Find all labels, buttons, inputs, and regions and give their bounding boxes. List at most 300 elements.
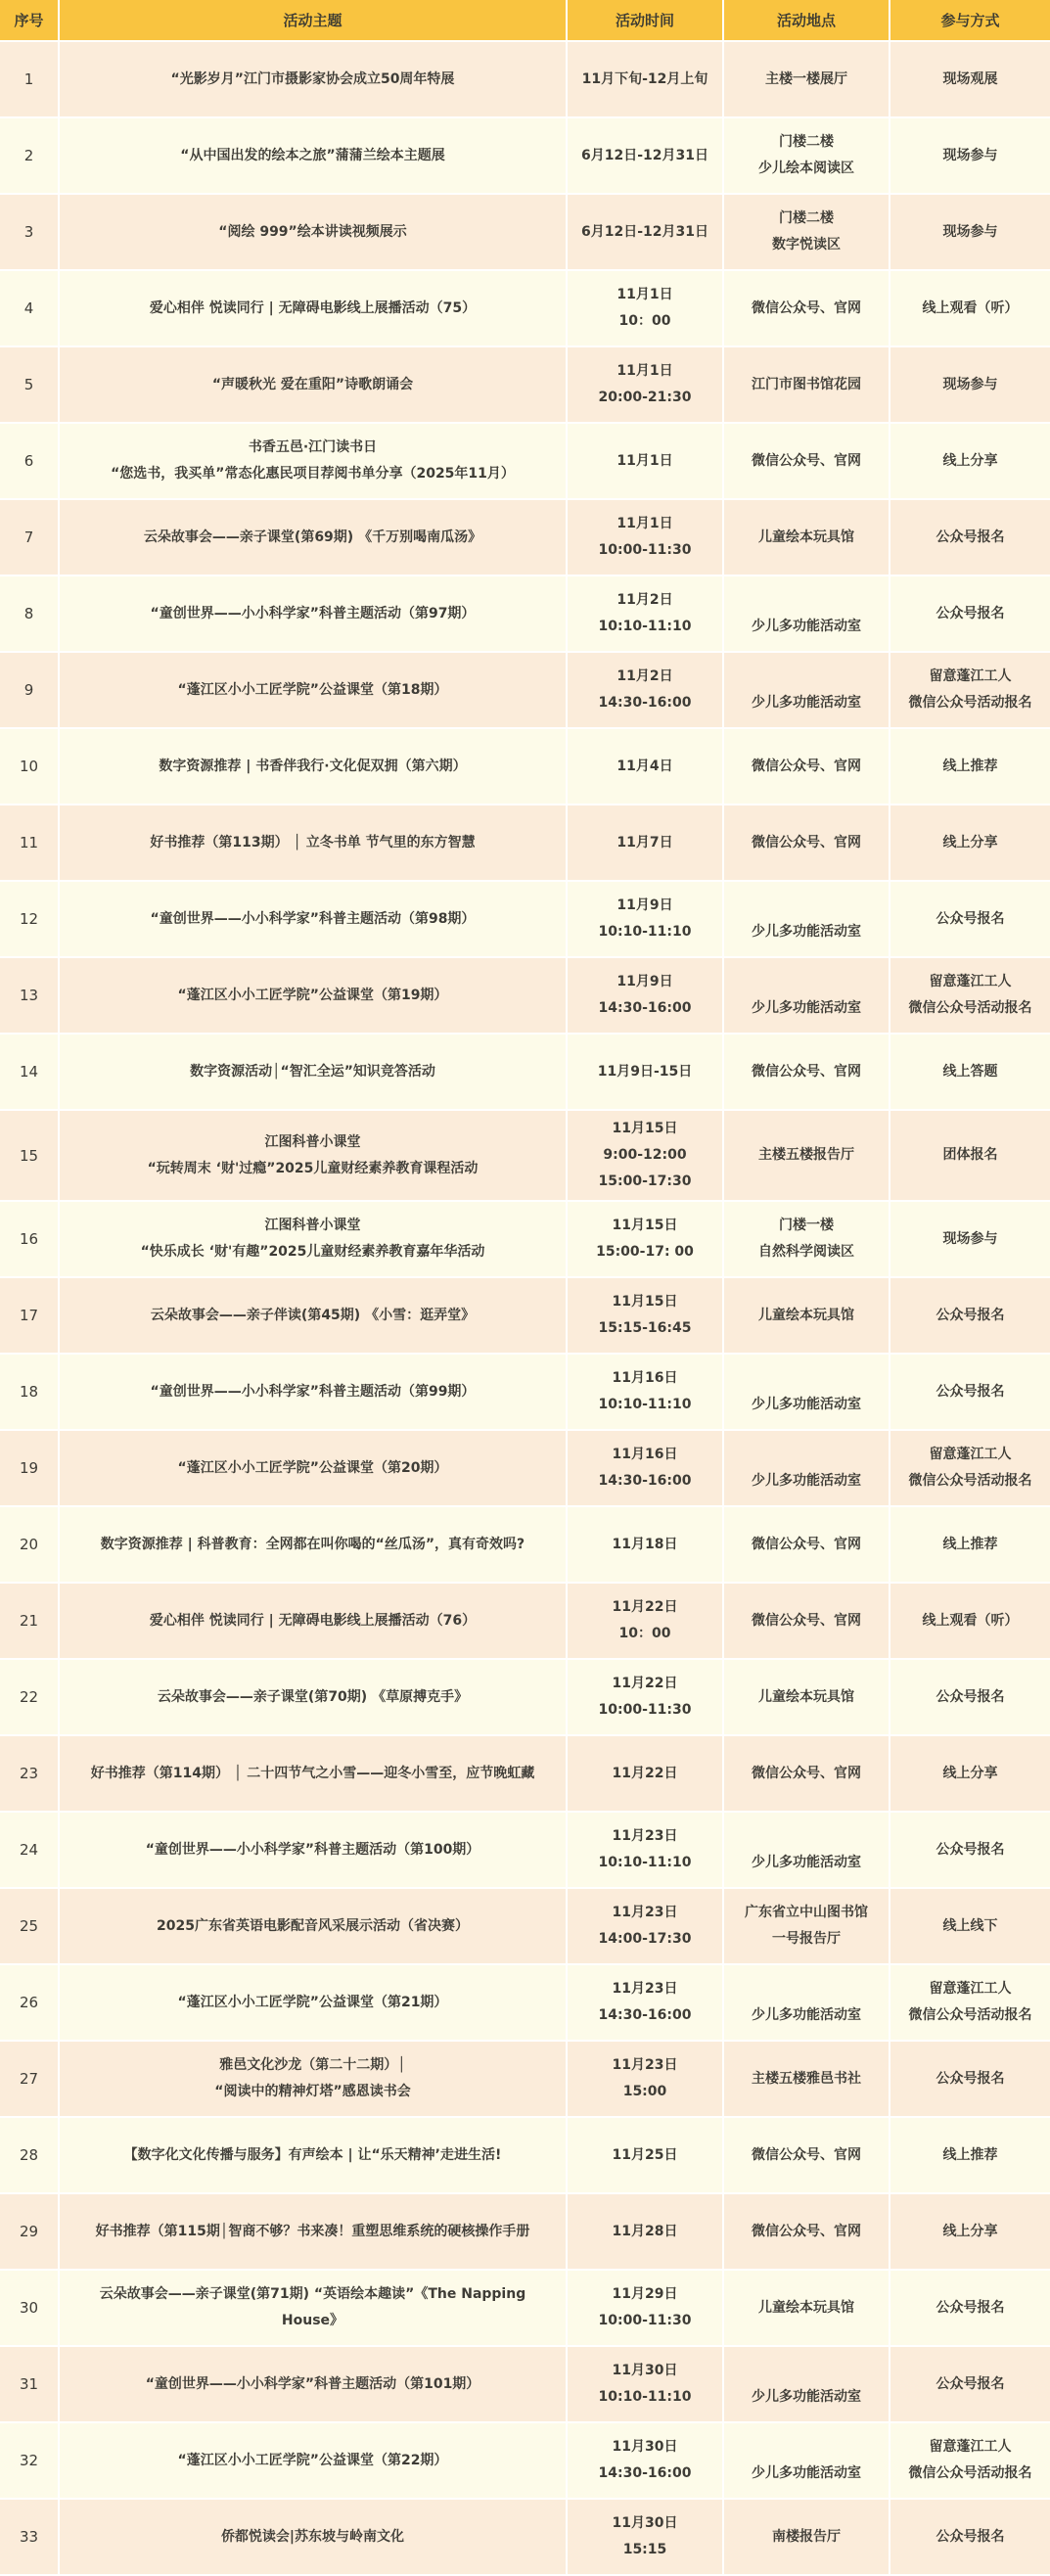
cell-line: “蓬江区小小工匠学院”公益课堂（第19期） [177,987,448,1003]
table-row [0,42,1050,118]
row-number-cell: 12 [0,882,60,958]
header-cell-theme: 活动主题 [60,0,568,42]
time-cell [568,2118,724,2194]
cell-line: 少儿多功能活动室 [752,2389,861,2405]
header-cell-number: 序号 [0,0,60,42]
row-number-cell: 13 [0,958,60,1035]
cell-line: 云朵故事会——亲子课堂(第69期) 《千万别喝南瓜汤》 [143,529,482,545]
cell-line: 微信公众号、官网 [752,1063,861,1080]
cell-line: “快乐成长 ‘财'有趣”2025儿童财经素养教育嘉年华活动 [140,1244,485,1260]
row-number-cell: 28 [0,2118,60,2194]
cell-line: 团体报名 [942,1147,998,1163]
theme-cell [60,1736,568,1813]
cell-line: “童创世界——小小科学家”科普主题活动（第101期） [145,2375,480,2392]
cell-line: 公众号报名 [936,910,1005,927]
cell-line: 6月12日-12月31日 [581,147,708,163]
location-cell [724,1813,890,1889]
time-cell [568,1035,724,1111]
theme-cell [60,1507,568,1584]
time-cell [568,1278,724,1355]
row-number-cell: 19 [0,1431,60,1507]
cell-line: 11月22日 [612,1676,678,1691]
time-cell [568,805,724,882]
cell-line: “童创世界——小小科学家”科普主题活动（第100期） [145,1841,480,1858]
cell-line: 11月9日 [616,974,673,989]
cell-line: 自然科学阅读区 [758,1244,854,1260]
row-number-cell: 32 [0,2423,60,2500]
cell-line [732,1823,881,1850]
time-cell [568,195,724,271]
theme-cell [60,1355,568,1431]
theme-cell [60,576,568,653]
cell-line: 微信公众号、官网 [752,452,861,469]
cell-line: 线上观看（听） [922,1612,1019,1629]
cell-line: 11月1日 [616,287,673,302]
cell-line: 主楼五楼报告厅 [758,1147,854,1163]
cell-line: 公众号报名 [936,529,1005,545]
cell-line: 11月23日 [612,2057,678,2073]
cell-line: 14:30-16:00 [598,2465,692,2481]
theme-cell [60,1813,568,1889]
cell-line: 11月30日 [612,2515,678,2531]
cell-line: 公众号报名 [936,2299,1005,2316]
location-cell [724,1965,890,2042]
cell-line: 微信公众号活动报名 [908,1473,1032,1489]
location-cell [724,1507,890,1584]
cell-line: 【数字化文化传播与服务】有声绘本 | 让“乐天精神’走进生活! [123,2146,502,2163]
cell-line: 线上分享 [942,2223,998,2239]
cell-line: 2025广东省英语电影配音风采展示活动（省决赛） [157,1917,469,1934]
cell-line: 现场观展 [942,70,998,87]
cell-line: 少儿多功能活动室 [752,1855,861,1870]
cell-line: 现场参与 [942,147,998,163]
header-cell-location: 活动地点 [724,0,890,42]
cell-line: 公众号报名 [936,1307,1005,1323]
theme-cell [60,1889,568,1965]
cell-line: 10:00-11:30 [598,2313,692,2328]
cell-line [732,969,881,995]
participation-cell [890,424,1050,500]
table-row [0,195,1050,271]
table-row [0,1278,1050,1355]
participation-cell [890,1584,1050,1660]
cell-line: 20:00-21:30 [598,390,692,405]
cell-line: 11月1日 [616,452,673,469]
cell-line: 好书推荐（第115期│智商不够？书来凑！重塑思维系统的硬核操作手册 [95,2223,530,2239]
theme-cell [60,958,568,1035]
participation-cell [890,118,1050,195]
cell-line: 公众号报名 [936,2070,1005,2087]
participation-cell [890,576,1050,653]
time-cell [568,2194,724,2271]
theme-cell [60,2347,568,2423]
row-number-cell: 2 [0,118,60,195]
cell-line: “童创世界——小小科学家”科普主题活动（第98期） [150,910,476,927]
cell-line [732,1976,881,2002]
location-cell [724,2194,890,2271]
cell-line: 线上推荐 [942,1536,998,1552]
cell-line: 线上分享 [942,834,998,851]
theme-cell [60,1965,568,2042]
location-cell [724,1278,890,1355]
theme-cell [60,2423,568,2500]
theme-cell [60,118,568,195]
cell-line: 11月25日 [612,2146,678,2163]
theme-cell [60,805,568,882]
cell-line: 线上分享 [942,1765,998,1781]
time-cell [568,424,724,500]
participation-cell [890,2347,1050,2423]
table-row [0,1889,1050,1965]
participation-cell [890,1660,1050,1736]
table-row [0,347,1050,424]
cell-line: 10：00 [618,1626,671,1641]
cell-line: “蓬江区小小工匠学院”公益课堂（第21期） [177,1994,448,2010]
cell-line: 15:00-17: 00 [596,1244,694,1260]
row-number-cell: 15 [0,1111,60,1202]
row-number-cell: 4 [0,271,60,347]
row-number-cell: 26 [0,1965,60,2042]
cell-line: 留意蓬江工人 [929,1981,1012,1997]
table-row [0,1355,1050,1431]
cell-line: 微信公众号活动报名 [908,695,1032,711]
cell-line: 微信公众号、官网 [752,1765,861,1781]
location-cell [724,653,890,729]
table-row [0,2042,1050,2118]
cell-line: 微信公众号、官网 [752,1536,861,1552]
row-number-cell: 21 [0,1584,60,1660]
row-number-cell: 8 [0,576,60,653]
cell-line: 线上推荐 [942,758,998,774]
time-cell [568,1889,724,1965]
participation-cell [890,2042,1050,2118]
theme-cell [60,347,568,424]
cell-line: 11月1日 [616,516,673,531]
time-cell [568,1660,724,1736]
cell-line: 少儿多功能活动室 [752,695,861,711]
participation-cell [890,1111,1050,1202]
row-number-cell: 3 [0,195,60,271]
participation-cell [890,1889,1050,1965]
cell-line: 公众号报名 [936,605,1005,621]
cell-line: 14:30-16:00 [598,2007,692,2023]
time-cell [568,1736,724,1813]
cell-line: 10:10-11:10 [598,619,692,634]
table-row [0,2347,1050,2423]
table-row [0,1660,1050,1736]
time-cell [568,1111,724,1202]
theme-cell [60,1111,568,1202]
table-row [0,576,1050,653]
cell-line: 11月15日 [612,1121,678,1136]
location-cell [724,42,890,118]
row-number-cell: 24 [0,1813,60,1889]
cell-line: 好书推荐（第113期） │ 立冬书单 节气里的东方智慧 [150,834,476,851]
table-row [0,2500,1050,2576]
cell-line: 公众号报名 [936,1383,1005,1400]
cell-line: 现场参与 [942,1230,998,1247]
cell-line: House》 [281,2313,344,2328]
participation-cell [890,347,1050,424]
time-cell [568,118,724,195]
participation-cell [890,195,1050,271]
cell-line: 微信公众号活动报名 [908,2465,1032,2481]
theme-cell [60,271,568,347]
participation-cell [890,1202,1050,1278]
table-row [0,958,1050,1035]
cell-line: 云朵故事会——亲子课堂(第71期) “英语绘本趣读”《The Napping [99,2286,526,2302]
cell-line: “声暖秋光 爱在重阳”诗歌朗诵会 [211,376,414,392]
time-cell [568,2500,724,2576]
cell-line: 11月4日 [616,758,673,774]
time-cell [568,729,724,805]
time-cell [568,2347,724,2423]
location-cell [724,500,890,576]
cell-line: “蓬江区小小工匠学院”公益课堂（第22期） [177,2452,448,2468]
cell-line: 公众号报名 [936,1688,1005,1705]
cell-line: 微信公众号活动报名 [908,2007,1032,2023]
time-cell [568,576,724,653]
cell-line: 雅邑文化沙龙（第二十二期）│ [219,2057,406,2073]
cell-line: 11月7日 [616,834,673,851]
cell-line: 微信公众号、官网 [752,2223,861,2239]
location-cell [724,882,890,958]
cell-line: 留意蓬江工人 [929,668,1012,684]
cell-line: 微信公众号活动报名 [908,1000,1032,1016]
row-number-cell: 10 [0,729,60,805]
cell-line: 现场参与 [942,376,998,392]
location-cell [724,118,890,195]
theme-cell [60,195,568,271]
theme-cell [60,1431,568,1507]
cell-line: 数字资源活动│“智汇全运”知识竞答活动 [190,1063,435,1080]
cell-line: “蓬江区小小工匠学院”公益课堂（第20期） [177,1459,448,1476]
table-row [0,424,1050,500]
cell-line: 数字资源推荐 | 书香伴我行·文化促双拥（第六期） [159,758,467,774]
cell-line: 一号报告厅 [772,1931,841,1947]
table-row [0,2271,1050,2347]
table-row [0,271,1050,347]
cell-line: 微信公众号、官网 [752,2146,861,2163]
cell-line: 14:30-16:00 [598,1000,692,1016]
cell-line: 微信公众号、官网 [752,299,861,316]
time-cell [568,347,724,424]
time-cell [568,958,724,1035]
participation-cell [890,1355,1050,1431]
cell-line: 14:30-16:00 [598,1473,692,1489]
cell-line: 主楼一楼展厅 [765,70,847,87]
location-cell [724,1660,890,1736]
time-cell [568,2423,724,2500]
cell-line: 线上观看（听） [922,299,1019,316]
time-cell [568,1813,724,1889]
location-cell [724,347,890,424]
cell-line: 留意蓬江工人 [929,974,1012,989]
row-number-cell: 18 [0,1355,60,1431]
cell-line: 少儿多功能活动室 [752,2007,861,2023]
row-number-cell: 1 [0,42,60,118]
cell-line: 11月23日 [612,1905,678,1920]
cell-line: “玩转周末 ‘财'过瘾”2025儿童财经素养教育课程活动 [147,1160,479,1176]
cell-line: 数字悦读区 [772,237,841,253]
cell-line: 线上推荐 [942,2146,998,2163]
cell-line: 门楼二楼 [779,134,834,150]
header-cell-time: 活动时间 [568,0,724,42]
theme-cell [60,2500,568,2576]
location-cell [724,1035,890,1111]
row-number-cell: 31 [0,2347,60,2423]
cell-line: 11月1日 [616,363,673,379]
cell-line [732,2358,881,2384]
cell-line [732,1365,881,1392]
table-row [0,653,1050,729]
time-cell [568,1965,724,2042]
table-row [0,1035,1050,1111]
cell-line: “童创世界——小小科学家”科普主题活动（第97期） [150,605,476,621]
table-header-row [0,0,1050,42]
row-number-cell: 17 [0,1278,60,1355]
row-number-cell: 29 [0,2194,60,2271]
cell-line: 11月2日 [616,592,673,608]
theme-cell [60,2042,568,2118]
table-row [0,882,1050,958]
location-cell [724,1431,890,1507]
location-cell [724,1889,890,1965]
header-cell-participation: 参与方式 [890,0,1050,42]
cell-line: 15:15-16:45 [598,1320,692,1336]
cell-line: 11月9日 [616,897,673,913]
cell-line: 11月16日 [612,1370,678,1386]
participation-cell [890,1507,1050,1584]
cell-line: 主楼五楼雅邑书社 [752,2070,861,2087]
participation-cell [890,653,1050,729]
cell-line: 11月30日 [612,2439,678,2455]
table-row [0,1813,1050,1889]
participation-cell [890,2194,1050,2271]
time-cell [568,2271,724,2347]
theme-cell [60,2271,568,2347]
time-cell [568,1202,724,1278]
cell-line: 11月15日 [612,1218,678,1233]
time-cell [568,1431,724,1507]
cell-line: 少儿多功能活动室 [752,1000,861,1016]
cell-line: 11月15日 [612,1294,678,1310]
cell-line [732,587,881,614]
cell-line: 少儿多功能活动室 [752,1397,861,1412]
theme-cell [60,500,568,576]
row-number-cell: 27 [0,2042,60,2118]
participation-cell [890,2118,1050,2194]
cell-line: 10:00-11:30 [598,1702,692,1718]
table-row [0,1584,1050,1660]
table-row [0,1507,1050,1584]
cell-line: 11月28日 [612,2223,678,2239]
location-cell [724,195,890,271]
participation-cell [890,882,1050,958]
row-number-cell: 9 [0,653,60,729]
cell-line: 数字资源推荐 | 科普教育：全网都在叫你喝的“丝瓜汤”，真有奇效吗? [100,1536,525,1552]
table-row [0,1736,1050,1813]
cell-line: 门楼一楼 [779,1218,834,1233]
cell-line: 儿童绘本玩具馆 [758,529,854,545]
cell-line: 公众号报名 [936,1841,1005,1858]
row-number-cell: 7 [0,500,60,576]
theme-cell [60,1584,568,1660]
location-cell [724,2271,890,2347]
participation-cell [890,1431,1050,1507]
theme-cell [60,1660,568,1736]
cell-line: 侨都悦读会|苏东坡与岭南文化 [220,2528,405,2545]
cell-line: 10:10-11:10 [598,2389,692,2405]
table-row [0,2118,1050,2194]
location-cell [724,2118,890,2194]
cell-line: “阅读中的精神灯塔”感恩读书会 [214,2084,411,2099]
cell-line: 15:00 [622,2084,667,2099]
time-cell [568,1355,724,1431]
cell-line: 公众号报名 [936,2528,1005,2545]
location-cell [724,1736,890,1813]
cell-line: 10:10-11:10 [598,1397,692,1412]
row-number-cell: 11 [0,805,60,882]
location-cell [724,958,890,1035]
theme-cell [60,653,568,729]
cell-line: “您选书，我买单”常态化惠民项目荐阅书单分享（2025年11月） [111,466,515,482]
row-number-cell: 14 [0,1035,60,1111]
location-cell [724,271,890,347]
table-row [0,729,1050,805]
participation-cell [890,1035,1050,1111]
cell-line: 11月22日 [612,1765,678,1781]
cell-line: 云朵故事会——亲子课堂(第70期) 《草原搏克手》 [157,1688,469,1705]
cell-line [732,1442,881,1468]
cell-line: 儿童绘本玩具馆 [758,1688,854,1705]
table-row [0,2423,1050,2500]
time-cell [568,271,724,347]
cell-line [732,893,881,919]
row-number-cell: 23 [0,1736,60,1813]
cell-line: 微信公众号、官网 [752,758,861,774]
row-number-cell: 20 [0,1507,60,1584]
time-cell [568,1584,724,1660]
table-row [0,500,1050,576]
theme-cell [60,2118,568,2194]
cell-line: 少儿多功能活动室 [752,924,861,940]
cell-line: 10：00 [618,313,671,329]
cell-line: 15:15 [622,2542,667,2557]
participation-cell [890,1278,1050,1355]
cell-line: 江图科普小课堂 [264,1133,361,1150]
cell-line: 线上线下 [942,1917,998,1934]
participation-cell [890,958,1050,1035]
cell-line: 少儿多功能活动室 [752,1473,861,1489]
cell-line: 10:10-11:10 [598,1855,692,1870]
cell-line: “蓬江区小小工匠学院”公益课堂（第18期） [177,681,448,698]
cell-line: 9:00-12:00 [603,1147,687,1163]
cell-line: 微信公众号、官网 [752,1612,861,1629]
participation-cell [890,1965,1050,2042]
cell-line: 11月23日 [612,1981,678,1997]
cell-line: 11月29日 [612,2286,678,2302]
row-number-cell: 6 [0,424,60,500]
cell-line: 云朵故事会——亲子伴读(第45期) 《小雪：逛弄堂》 [150,1307,476,1323]
table-row [0,1965,1050,2042]
time-cell [568,42,724,118]
cell-line: “童创世界——小小科学家”科普主题活动（第99期） [150,1383,476,1400]
row-number-cell: 16 [0,1202,60,1278]
cell-line: 14:00-17:30 [598,1931,692,1947]
row-number-cell: 5 [0,347,60,424]
row-number-cell: 22 [0,1660,60,1736]
